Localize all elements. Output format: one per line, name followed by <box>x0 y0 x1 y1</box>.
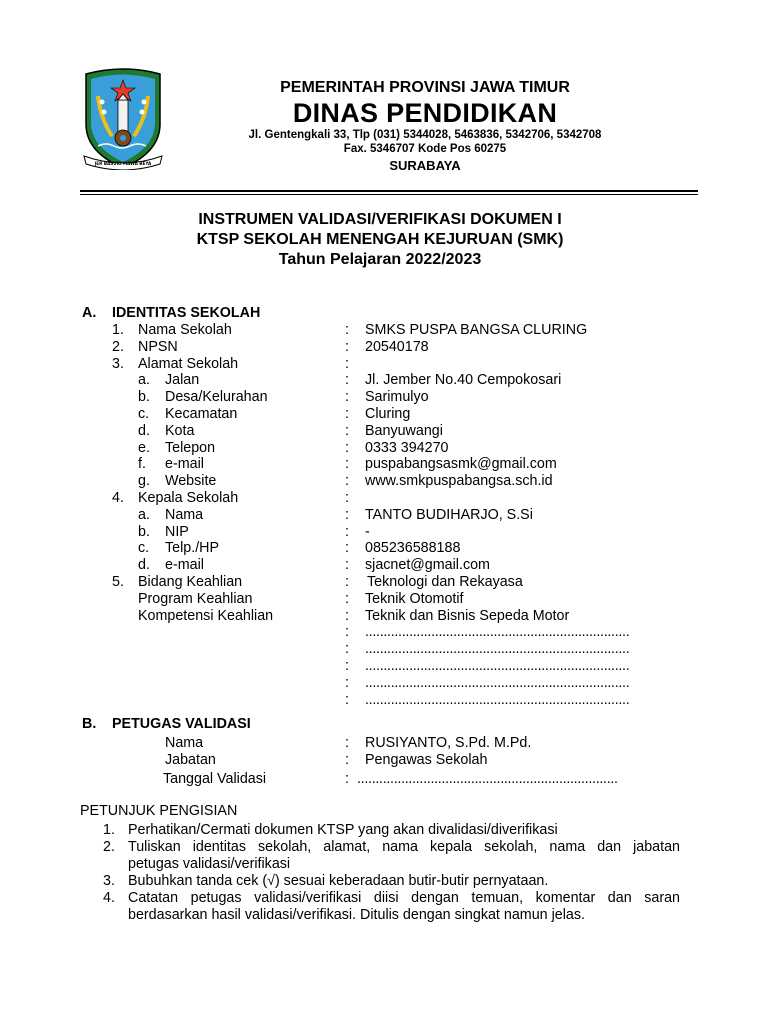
field-colon: : <box>345 540 349 557</box>
field-value: Teknologi dan Rekayasa <box>367 574 523 590</box>
field-label: Kota <box>165 422 195 439</box>
field-value: 085236588188 <box>365 540 461 557</box>
field-label: Kompetensi Keahlian <box>138 607 274 624</box>
field-value: Banyuwangi <box>365 422 443 439</box>
field-label: Jabatan <box>165 752 216 768</box>
field-colon: : <box>345 523 349 540</box>
document-title <box>80 210 680 270</box>
field-colon: : <box>345 641 349 658</box>
blank-dotted-line: ........................................................................ <box>365 674 630 691</box>
field-label: e-mail <box>165 456 204 473</box>
blank-dotted-line: ........................................................................ <box>365 691 630 708</box>
instruction-text: Perhatikan/Cermati dokumen KTSP yang akan divalidasi/diverifikasi <box>128 822 558 838</box>
government-name: PEMERINTAH PROVINSI JAWA TIMUR <box>280 79 570 96</box>
field-colon: : <box>345 574 349 590</box>
city-name: SURABAYA <box>389 158 461 173</box>
field-label: Program Keahlian <box>138 590 253 607</box>
east-java-emblem-logo <box>80 66 166 170</box>
field-colon: : <box>345 322 349 338</box>
item-number: a. <box>138 506 150 523</box>
field-colon: : <box>345 473 349 490</box>
blank-dotted-line: ........................................................................ <box>365 624 630 641</box>
item-number: f. <box>138 456 146 473</box>
field-value: Teknik Otomotif <box>365 590 464 607</box>
instruction-number: 2. <box>103 839 115 855</box>
field-value: SMKS PUSPA BANGSA CLURING <box>365 322 588 338</box>
item-number: 5. <box>112 574 124 590</box>
field-colon: : <box>345 658 349 674</box>
field-label: Jalan <box>165 372 200 389</box>
field-value: Sarimulyo <box>365 389 429 406</box>
field-colon: : <box>345 624 349 641</box>
item-number: 1. <box>112 322 124 338</box>
field-label: Tanggal Validasi <box>163 771 267 787</box>
item-number: 4. <box>112 490 124 506</box>
letterhead-text <box>175 78 675 174</box>
title-line-1: INSTRUMEN VALIDASI/VERIFIKASI DOKUMEN I <box>198 211 562 228</box>
field-label: NIP <box>165 523 189 540</box>
item-number: b. <box>138 523 150 540</box>
item-number: 2. <box>112 338 124 355</box>
field-colon: : <box>345 338 349 355</box>
field-colon: : <box>345 590 349 607</box>
field-value: 20540178 <box>365 338 429 355</box>
field-colon: : <box>345 771 349 787</box>
field-colon: : <box>345 389 349 406</box>
item-number: c. <box>138 406 150 422</box>
field-value: puspabangsasmk@gmail.com <box>365 456 557 473</box>
instruction-text-line-2: berdasarkan hasil validasi/verifikasi. Ditulis dengan singkat namun jelas. <box>128 907 585 923</box>
field-colon: : <box>345 735 349 751</box>
field-colon: : <box>345 372 349 389</box>
department-name: DINAS PENDIDIKAN <box>292 98 558 128</box>
field-label: Desa/Kelurahan <box>165 389 268 406</box>
field-label: Nama <box>165 735 204 751</box>
field-value: sjacnet@gmail.com <box>365 557 490 574</box>
field-colon: : <box>345 439 349 456</box>
field-value: 0333 394270 <box>365 439 449 456</box>
field-label: Website <box>165 473 217 490</box>
field-colon: : <box>345 607 349 624</box>
field-colon: : <box>345 506 349 523</box>
title-line-3: Tahun Pelajaran 2022/2023 <box>278 251 482 268</box>
item-number: 3. <box>112 355 124 372</box>
field-value: Pengawas Sekolah <box>365 752 488 768</box>
field-value: RUSIYANTO, S.Pd. M.Pd. <box>365 735 532 751</box>
field-colon: : <box>345 490 349 506</box>
field-label: Telp./HP <box>165 540 220 557</box>
letterhead-divider-thin <box>80 194 698 195</box>
blank-dotted-line: ........................................................................ <box>365 658 630 674</box>
instruction-text-line-2: petugas validasi/verifikasi <box>128 856 291 872</box>
blank-dotted-line: ....................................................................... <box>357 771 618 787</box>
field-colon: : <box>345 422 349 439</box>
item-number: d. <box>138 422 150 439</box>
instruction-number: 3. <box>103 873 115 889</box>
item-number: b. <box>138 389 150 406</box>
field-value: www.smkpuspabangsa.sch.id <box>365 473 553 490</box>
section-a-letter: A. <box>82 305 97 321</box>
field-value: TANTO BUDIHARJO, S.Si <box>365 506 533 523</box>
field-colon: : <box>345 406 349 422</box>
blank-dotted-line: ........................................................................ <box>365 641 630 658</box>
instruction-number: 1. <box>103 822 115 838</box>
field-colon: : <box>345 557 349 574</box>
title-line-2: KTSP SEKOLAH MENENGAH KEJURUAN (SMK) <box>196 231 564 248</box>
section-b-letter: B. <box>82 716 97 732</box>
address-line-2: Fax. 5346707 Kode Pos 60275 <box>343 143 507 155</box>
item-number: a. <box>138 372 150 389</box>
field-label: Alamat Sekolah <box>138 355 239 372</box>
section-a-title: IDENTITAS SEKOLAH <box>112 305 261 321</box>
field-label: Kepala Sekolah <box>138 490 239 506</box>
field-value: - <box>365 523 370 540</box>
logo-motto: JER BASUKI MAWA BEYA <box>94 161 152 166</box>
field-label: NPSN <box>138 338 178 355</box>
instruction-text-line-1: Catatan petugas validasi/verifikasi diisi dengan temuan, komentar dan saran <box>128 890 680 906</box>
field-label: Bidang Keahlian <box>138 574 243 590</box>
instruction-text: Bubuhkan tanda cek (√) sesuai keberadaan butir-butir pernyataan. <box>128 873 549 889</box>
field-colon: : <box>345 355 349 372</box>
field-colon: : <box>345 456 349 473</box>
field-value: Cluring <box>365 406 411 422</box>
field-value: Teknik dan Bisnis Sepeda Motor <box>365 607 570 624</box>
item-number: c. <box>138 540 150 557</box>
field-label: Nama <box>165 506 204 523</box>
field-value: Jl. Jember No.40 Cempokosari <box>365 372 562 389</box>
instruction-number: 4. <box>103 890 115 906</box>
field-colon: : <box>345 691 349 708</box>
field-colon: : <box>345 674 349 691</box>
field-label: e-mail <box>165 557 204 574</box>
item-number: e. <box>138 439 150 456</box>
letterhead <box>80 64 700 174</box>
field-colon: : <box>345 752 349 768</box>
item-number: g. <box>138 473 150 490</box>
field-label: Nama Sekolah <box>138 322 232 338</box>
item-number: d. <box>138 557 150 574</box>
instructions-heading: PETUNJUK PENGISIAN <box>80 803 238 819</box>
section-b-title: PETUGAS VALIDASI <box>112 716 251 732</box>
field-label: Telepon <box>165 439 216 456</box>
instruction-text-line-1: Tuliskan identitas sekolah, alamat, nama kepala sekolah, nama dan jabatan <box>128 839 680 855</box>
field-label: Kecamatan <box>165 406 238 422</box>
address-line-1: Jl. Gentengkali 33, Tlp (031) 5344028, 5463836, 5342706, 5342708 <box>248 129 602 141</box>
letterhead-divider-thick <box>80 190 698 192</box>
